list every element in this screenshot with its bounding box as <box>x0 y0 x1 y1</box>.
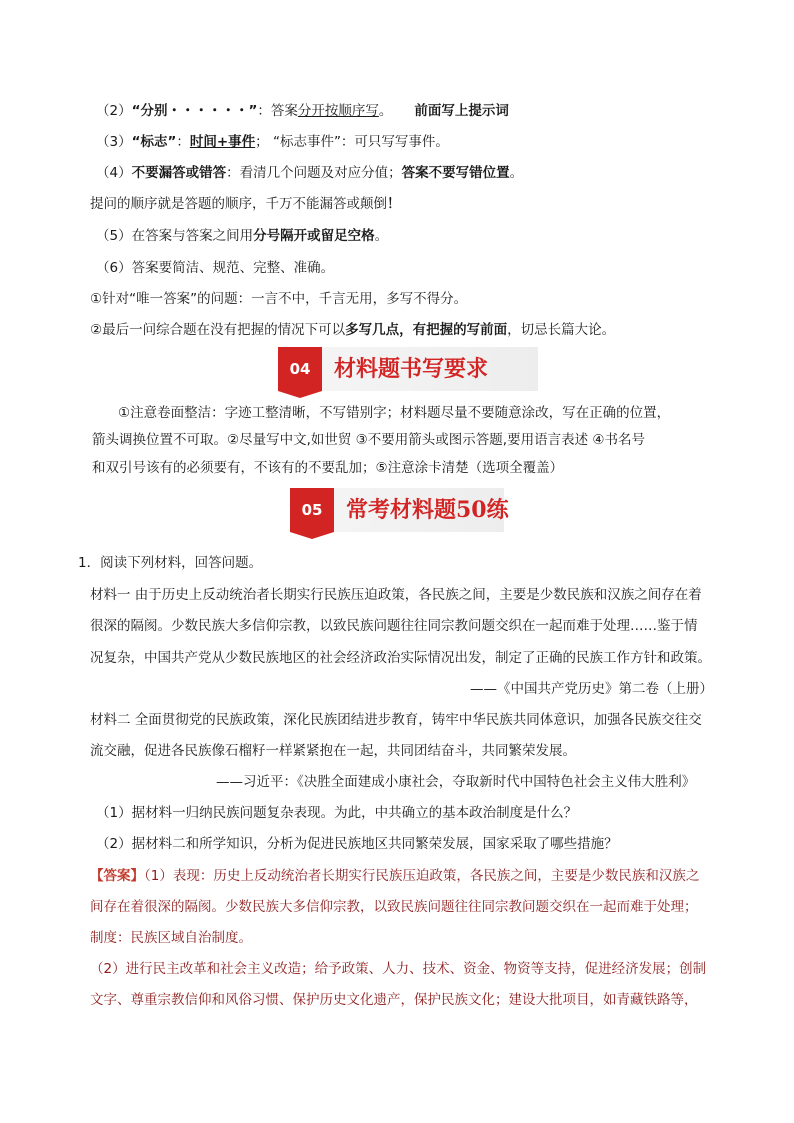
tip-text: 。 <box>509 165 524 181</box>
tip-emphasis: ！ <box>387 196 401 212</box>
material-2-line-1: 材料二 全面贯彻党的民族政策，深化民族团结进步教育，铸牢中华民族共同体意识，加强各民族交往交 <box>90 712 702 728</box>
tip-emphasis: 多写几点，有把握的写前面 <box>345 322 508 338</box>
tip-text: 。 <box>374 228 389 244</box>
material-1-line-3: 况复杂，中国共产党从少数民族地区的社会经济政治实际情况出发，制定了正确的民族工作方针和政策。 <box>90 650 711 666</box>
answer-line-5: 文字、尊重宗教信仰和风俗习惯、保护历史文化遗产，保护民族文化；建设大批项目，如青藏铁路等， <box>90 992 698 1008</box>
section-title: 常考材料题50练 <box>346 497 509 523</box>
tip-line-3 <box>96 132 449 152</box>
answer-line-1 <box>90 866 699 886</box>
tip-emphasis: 答案不要写错位置 <box>401 165 510 181</box>
section-04-paragraph-line-1: ①注意卷面整洁：字迹工整清晰，不写错别字；材料题尽量不要随意涂改，写在正确的位置， <box>118 405 671 421</box>
answer-line-3: 制度：民族区域自治制度。 <box>90 930 252 946</box>
section-number: 05 <box>301 501 323 519</box>
answer-tag: 【答案】 <box>90 868 144 884</box>
material-2-line-2: 流交融，促进各民族像石榴籽一样紧紧抱在一起，共同团结奋斗，共同繁荣发展。 <box>90 743 576 759</box>
section-05-banner <box>290 488 509 532</box>
question-part-1: （1）据材料一归纳民族问题复杂表现。为此，中共确立的基本政治制度是什么？ <box>96 805 578 821</box>
material-1-line-1: 材料一 由于历史上反动统治者长期实行民族压迫政策，各民族之间，主要是少数民族和汉族之间存在着 <box>90 587 702 603</box>
tip-text: ：答案 <box>257 103 298 119</box>
tip-text: ②最后一问综合题在没有把握的情况下可以 <box>90 322 346 338</box>
tip-line-6: （6）答案要简洁、规范、完整、准确。 <box>96 260 335 276</box>
tip-line-order <box>90 194 401 214</box>
material-2-source: ——习近平：《决胜全面建成小康社会，夺取新时代中国特色社会主义伟大胜利》 <box>216 774 696 790</box>
tip-line-unique-answer: ①针对“唯一答案”的问题：一言不中，千言无用，多写不得分。 <box>90 291 468 307</box>
tip-underlined-text: 分开按顺序写 <box>297 103 379 119</box>
tip-number: （3） <box>96 134 132 150</box>
question-part-2: （2）据材料二和所学知识，分析为促进民族地区共同繁荣发展，国家采取了哪些措施？ <box>96 836 618 852</box>
tip-text: 提问的顺序就是答题的顺序，千万不能漏答或颠倒 <box>90 196 387 212</box>
section-04-banner <box>278 347 538 391</box>
tip-number: （4） <box>96 165 132 181</box>
tip-text: ： <box>176 134 190 150</box>
question-stem: 1．阅读下列材料，回答问题。 <box>78 555 263 571</box>
tip-number: （2） <box>96 103 132 119</box>
tip-keyword: “分别・・・・・・” <box>131 103 258 119</box>
tip-text: ，切忌长篇大论。 <box>507 322 616 338</box>
answer-line-2: 间存在着很深的隔阂。少数民族大多信仰宗教，以致民族问题往往同宗教问题交织在一起而难于处理； <box>90 899 698 915</box>
tip-line-4 <box>96 163 523 183</box>
tip-line-2 <box>96 101 509 121</box>
tip-text: ； “标志事件”：可只写写事件。 <box>255 134 449 150</box>
tip-text: 。 <box>378 103 393 119</box>
section-04-paragraph-line-3: 和双引号该有的必须要有，不该有的不要乱加；⑤注意涂卡清楚（选项全覆盖） <box>92 460 564 476</box>
material-1-source: ——《中国共产党历史》第二卷（上册） <box>470 681 713 697</box>
answer-line-4: （2）进行民主改革和社会主义改造；给予政策、人力、技术、资金、物资等支持，促进经济发展；创制 <box>90 961 707 977</box>
tip-keyword: “标志” <box>131 134 177 150</box>
material-1-line-2: 很深的隔阂。少数民族大多信仰宗教，以致民族问题往往同宗教问题交织在一起而难于处理……鉴于情 <box>90 618 698 634</box>
section-title: 材料题书写要求 <box>334 356 489 382</box>
tip-emphasis: 时间+事件 <box>189 134 256 150</box>
tip-line-final-question <box>90 320 615 340</box>
tip-keyword: 不要漏答或错答 <box>131 165 227 181</box>
tip-emphasis: 分号隔开或留足空格 <box>253 228 375 244</box>
answer-text: （1）表现：历史上反动统治者长期实行民族压迫政策，各民族之间，主要是少数民族和汉族之 <box>144 868 700 884</box>
tip-emphasis: 前面写上提示词 <box>414 103 509 119</box>
tip-text: （5）在答案与答案之间用 <box>96 228 254 244</box>
section-number: 04 <box>289 360 311 378</box>
section-04-paragraph-line-2: 箭头调换位置不可取。②尽量写中文,如世贸 ③不要用箭头或图示答题,要用语言表述 ④书名号 <box>92 432 645 448</box>
tip-text: ：看清几个问题及对应分值； <box>226 165 402 181</box>
tip-line-5 <box>96 226 388 246</box>
